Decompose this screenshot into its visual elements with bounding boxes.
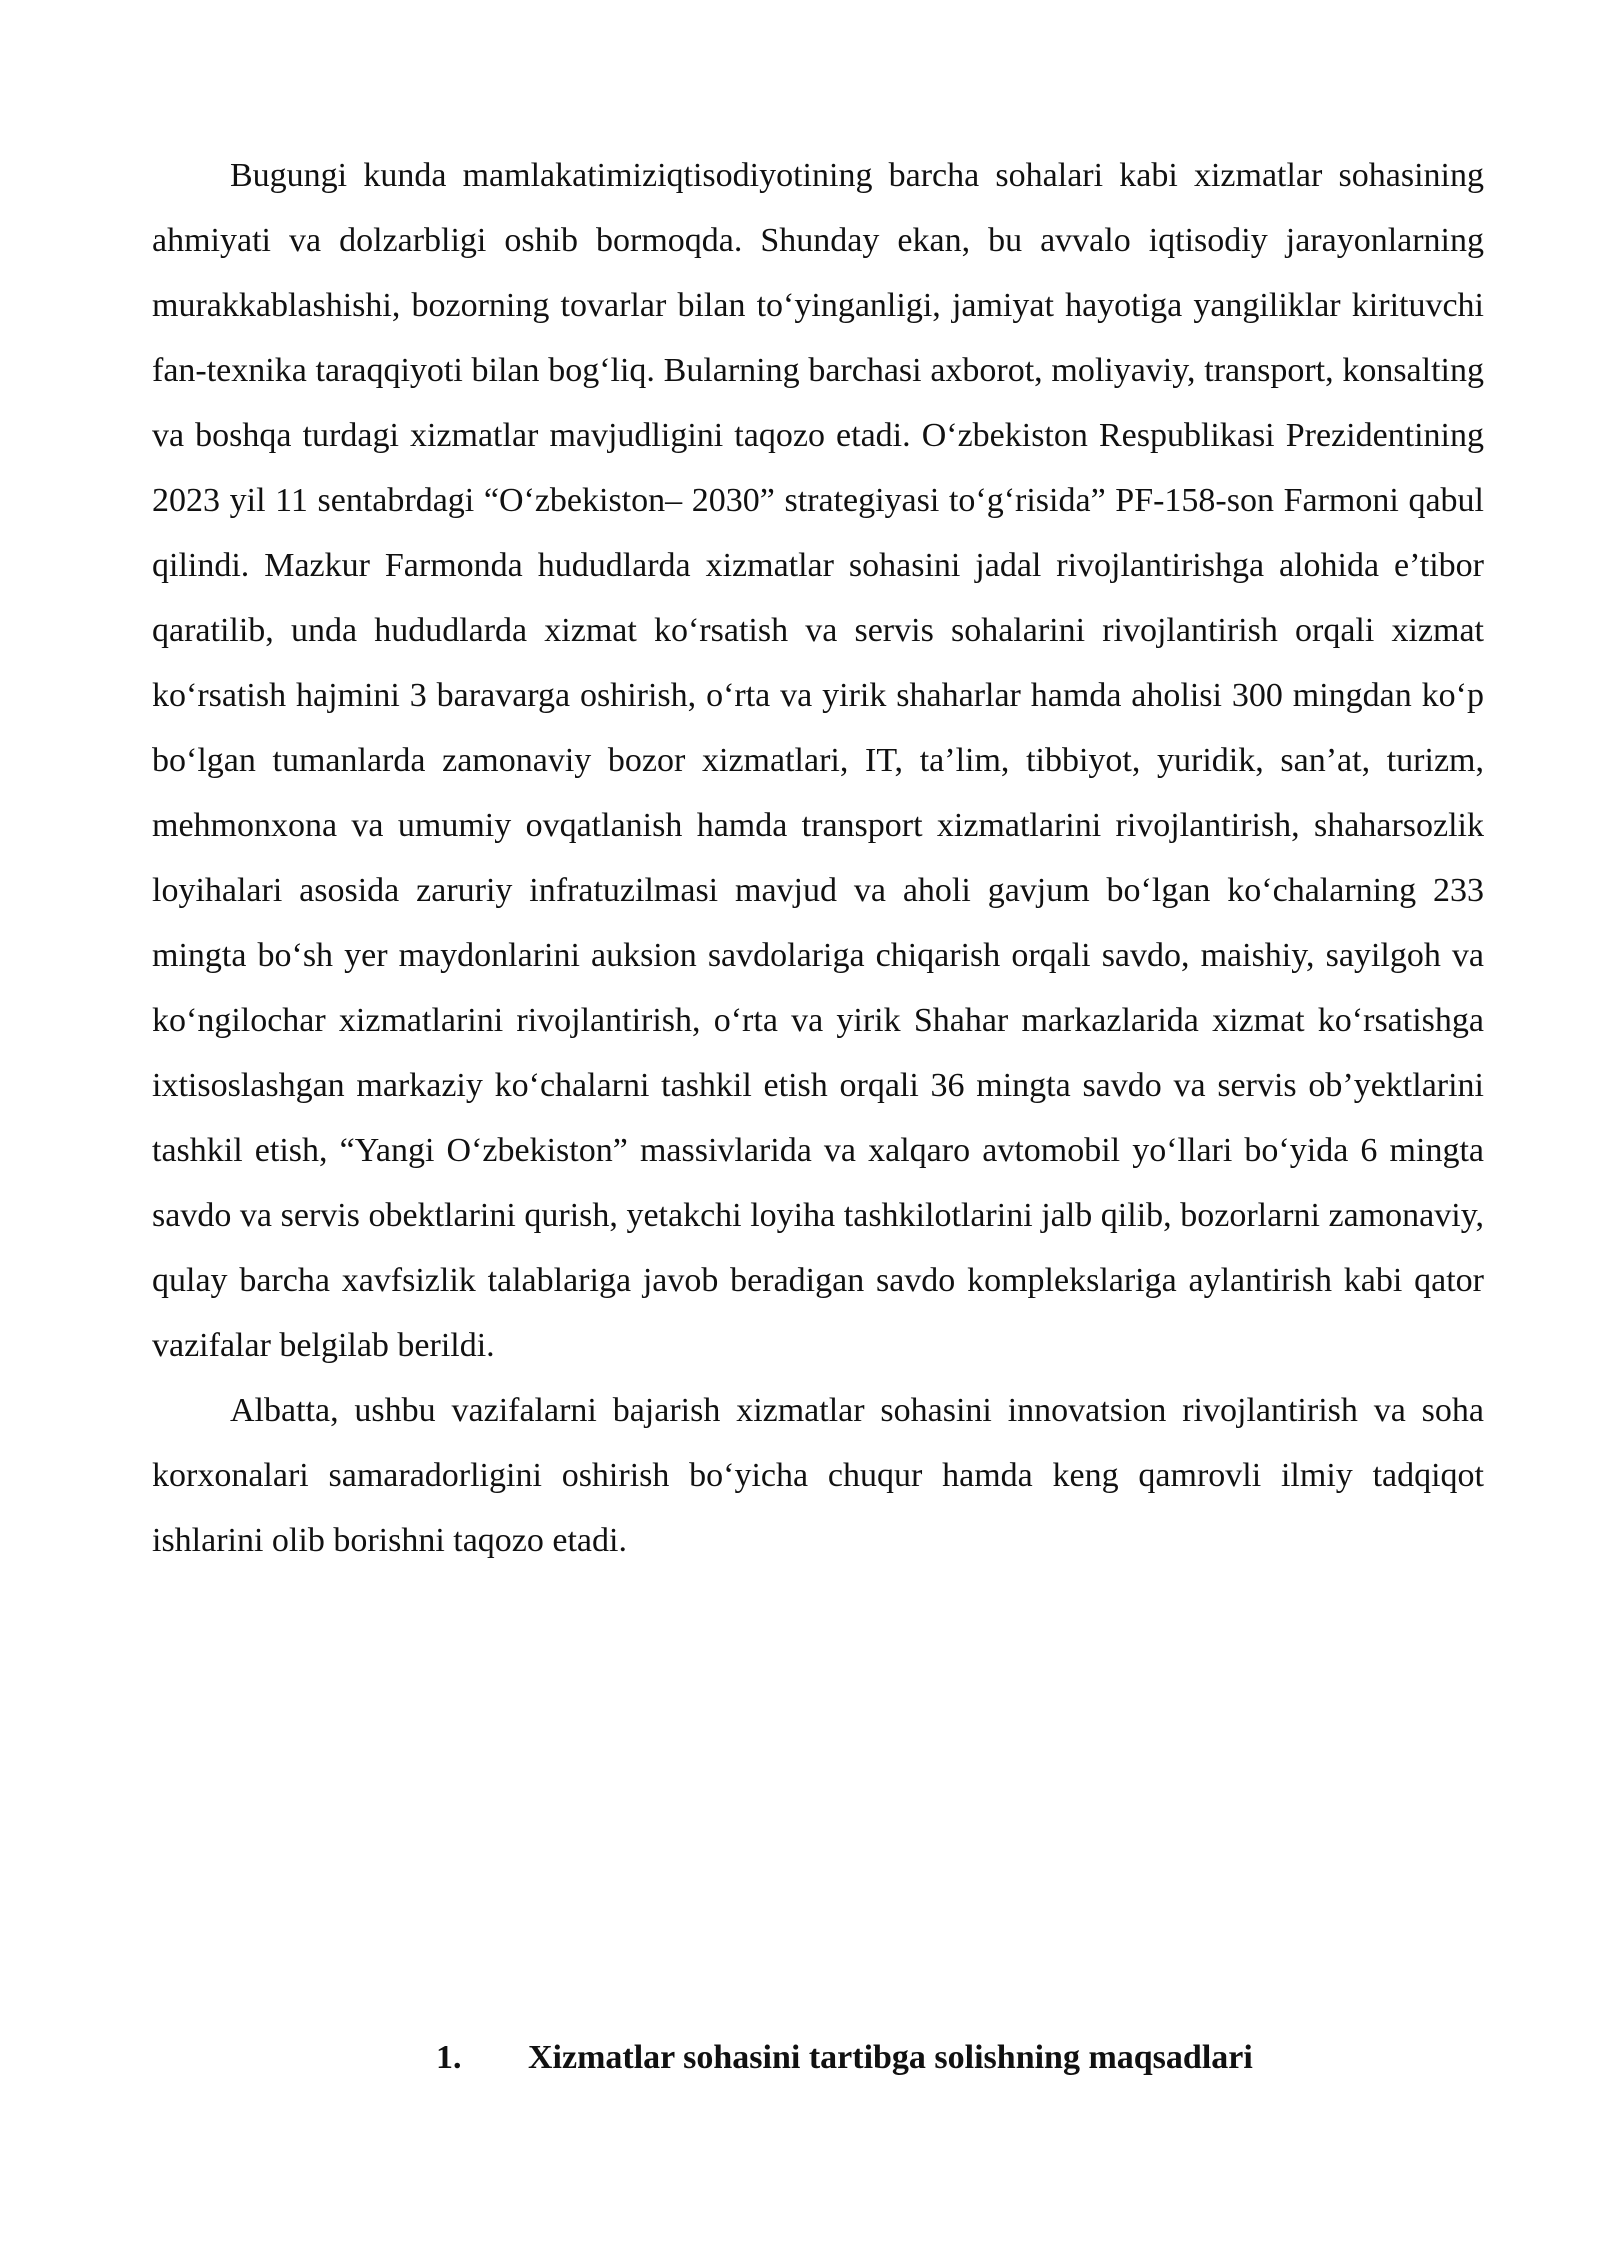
paragraph-1: Bugungi kunda mamlakatimiziqtisodiyotining barcha sohalari kabi xizmatlar sohasining ahmiyati va dolzarbligi oshib bormoqda. Shunday ekan, bu avvalo iqtisodiy jarayonlarning murakkablashishi, bozorning tovarlar bilan to‘yinganligi, jamiyat hayotiga yangiliklar kirituvchi fan-texnika taraqqiyoti bilan bog‘liq. Bularning barchasi axborot, moliyaviy, transport, konsalting va boshqa turdagi xizmatlar mavjudligini taqozo etadi. O‘zbekiston Respublikasi Prezidentining 2023 yil 11 sentabrdagi “O‘zbekiston– 2030” strategiyasi to‘g‘risida” PF-158-son Farmoni qabul qilindi. Mazkur Farmonda hududlarda xizmatlar sohasini jadal rivojlantirishga alohida e’tibor qaratilib, unda hududlarda xizmat ko‘rsatish va servis sohalarini rivojlantirish orqali xizmat ko‘rsatish hajmini 3 baravarga oshirish, o‘rta va yirik shaharlar hamda aholisi 300 mingdan ko‘p bo‘lgan tumanlarda zamonaviy bozor xizmatlari, IT, ta’lim, tibbiyot, yuridik, san’at, turizm, mehmonxona va umumiy ovqatlanish hamda transport xizmatlarini rivojlantirish, shaharsozlik loyihalari asosida zaruriy infratuzilmasi mavjud va aholi gavjum bo‘lgan ko‘chalarning 233 mingta bo‘sh yer maydonlarini auksion savdolariga chiqarish orqali savdo, maishiy, sayilgoh va ko‘ngilochar xizmatlarini rivojlantirish, o‘rta va yirik Shahar markazlarida xizmat ko‘rsatishga ixtisoslashgan markaziy ko‘chalarni tashkil etish orqali 36 mingta savdo va servis ob’yektlarini tashkil etish, “Yangi O‘zbekiston” massivlarida va xalqaro avtomobil yo‘llari bo‘yida 6 mingta savdo va servis obektlarini qurish, yetakchi loyiha tashkilotlarini jalb qilib, bozorlarni zamonaviy, qulay barcha xavfsizlik talablariga javob beradigan savdo komplekslariga aylantirish kabi qator vazifalar belgilab berildi. — [152, 157, 1484, 1364]
section-heading — [436, 2028, 1436, 2088]
section-title: Xizmatlar sohasini tartibga solishning maqsadlari — [528, 2039, 1253, 2076]
paragraph-2: Albatta, ushbu vazifalarni bajarish xizmatlar sohasini innovatsion rivojlantirish va soha korxonalari samaradorligini oshirish bo‘yicha chuqur hamda keng qamrovli ilmiy tadqiqot ishlarini olib borishni taqozo etadi. — [152, 1392, 1484, 1559]
section-number: 1. — [436, 2039, 462, 2076]
body-text — [152, 143, 1484, 1573]
